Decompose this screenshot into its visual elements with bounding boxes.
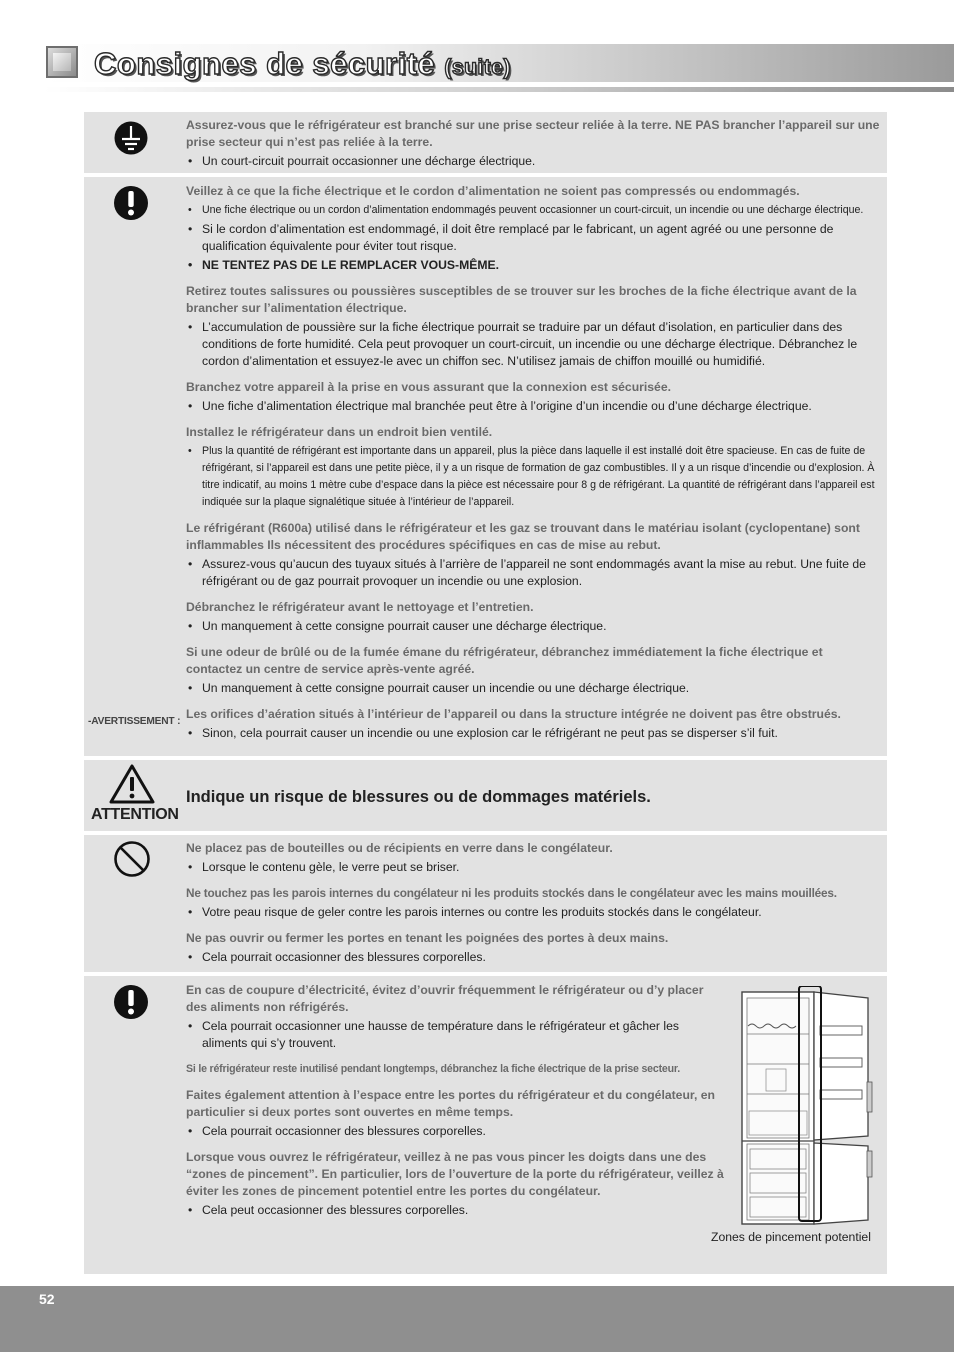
exclamation-icon [112,185,150,221]
prohibit-bullet: • Votre peau risque de geler contre les parois internes ou contre les produits stockés dans le congélateur. [186,904,880,921]
fridge-pinch-zone-illustration [736,986,884,1231]
warning-bullet: • NE TENTEZ PAS DE LE REMPLACER VOUS-MÊME. [186,257,880,274]
section-prohibit [84,835,887,972]
warning-heading-refrigerant: Le réfrigérant (R600a) utilisé dans le réfrigérateur et les gaz se trouvant dans le matériau isolant (cyclopentane) sont inflammables Ils nécessitent des procédures spécifiques en cas de mise au rebut. [186,521,860,552]
warning-bullet: • Une fiche d’alimentation électrique mal branchée peut être à l’origine d’un incendie ou d’une décharge électrique. [186,398,880,415]
header-underline [44,87,954,92]
section-prohibit-content [186,840,880,966]
warning-bullet: • Un manquement à cette consigne pourrait causer une décharge électrique. [186,618,880,635]
caution-heading-pinch: Lorsque vous ouvrez le réfrigérateur, veillez à ne pas vous pincer les doigts dans une des “zones de pincement”. En particulier, lors de l’ouverture de la porte du réfrigérateur, veillez à éviter les zones de pincement potentiel entre les portes du congélateur. [186,1150,724,1198]
caution-bullet: • Cela pourrait occasionner des blessures corporelles. [186,1123,724,1140]
prohibition-icon [112,840,152,878]
figure-caption: Zones de pincement potentiel [711,1230,871,1244]
caution-heading-door-gap: Faites également attention à l’espace entre les portes du réfrigérateur et du congélateur, en particulier si deux portes sont ouvertes en même temps. [186,1088,715,1119]
page-header [0,44,954,96]
attention-label: ATTENTION [91,806,179,823]
prohibit-bullet: • Lorsque le contenu gèle, le verre peut se briser. [186,859,880,876]
ground-heading: Assurez-vous que le réfrigérateur est branché sur une prise secteur reliée à la terre. NE PAS brancher l’appareil sur une prise secteur qui n’est pas reliée à la terre. [186,118,880,149]
warning-heading-plug: Veillez à ce que la fiche électrique et le cordon d’alimentation ne soient pas compressés ou endommagés. [186,184,800,198]
section-ground-content [186,117,880,170]
warning-bullet: • Si le cordon d’alimentation est endommagé, il doit être remplacé par le fabricant, un agent agréé ou une personne de qualification équivalente pour éviter tout risque. [186,221,880,255]
prohibit-heading-handles: Ne pas ouvrir ou fermer les portes en tenant les poignées des portes à deux mains. [186,931,669,945]
warning-heading-unplug: Débranchez le réfrigérateur avant le nettoyage et l’entretien. [186,600,534,614]
warning-triangle-icon [109,763,155,805]
attention-banner [84,760,887,831]
section-ground [84,112,887,173]
ground-bullet: • Un court-circuit pourrait occasionner une décharge électrique. [186,153,880,170]
page-footer [0,1286,954,1352]
section-caution-content [186,982,724,1219]
section-warning-content [186,183,880,742]
avertissement-label: -AVERTISSEMENT : [88,716,181,727]
exclamation-icon [112,984,150,1020]
prohibit-heading-wet-hands: Ne touchez pas les parois internes du congélateur ni les produits stockés dans le congélateur avec les mains mouillées. [186,886,837,900]
page-title-suffix: (suite) [444,56,511,79]
attention-description: Indique un risque de blessures ou de dommages matériels. [186,788,651,806]
warning-heading-vents: Les orifices d’aération situés à l’intérieur de l’appareil ou dans la structure intégrée ne doivent pas être obstrués. [186,707,841,721]
warning-bullet: • L’accumulation de poussière sur la fiche électrique pourrait se traduire par un défaut d’isolation, en particulier dans des conditions de forte humidité. Cela peut provoquer un court-circuit, un incendie ou une décharge électrique. Débranchez le cordon d’alimentation et essuyez-le avec un chiffon sec. N’utilisez jamais de chiffon mouillé ou humidifié. [186,319,880,370]
warning-heading-smoke: Si une odeur de brûlé ou de la fumée émane du réfrigérateur, débranchez immédiatement la fiche électrique et contactez un centre de service après-vente agréé. [186,645,823,676]
warning-heading-ventilation: Installez le réfrigérateur dans un endroit bien ventilé. [186,425,493,439]
page-number: 52 [39,1291,55,1307]
warning-bullet: • Assurez-vous qu’aucun des tuyaux situés à l’arrière de l’appareil ne sont endommagés avant la mise au rebut. Une fuite de réfrigérant ou de gaz pourrait provoquer un incendie ou une explosion. [186,556,880,590]
warning-heading-dust: Retirez toutes salissures ou poussières susceptibles de se trouver sur les broches de la fiche électrique avant de la brancher sur l’alimentation électrique. [186,284,857,315]
ground-symbol-icon [112,120,150,156]
caution-bullet: • Cela pourrait occasionner une hausse de température dans le réfrigérateur et gâcher les aliments qui s’y trouvent. [186,1018,724,1052]
warning-bullet: • Une fiche électrique ou un cordon d’alimentation endommagés peuvent occasionner un court-circuit, un incendie ou une décharge électrique. [186,202,880,219]
section-warning [84,177,887,756]
caution-heading-power-cut: En cas de coupure d’électricité, évitez d’ouvrir fréquemment le réfrigérateur ou d’y placer des aliments non réfrigérés. [186,983,704,1014]
header-square-icon [46,46,78,78]
warning-bullet: • Plus la quantité de réfrigérant est importante dans un appareil, plus la pièce dans laquelle il est installé doit être spacieuse. En cas de fuite de réfrigérant, si l’appareil est dans une petite pièce, il y a un risque de formation de gaz combustibles. Il y a un risque d’incendie ou d’explosion. À titre indicatif, au moins 1 mètre cube d’espace dans la pièce est nécessaire pour 8 g de réfrigérant. La quantité de réfrigérant dans l’appareil est indiquée sur la plaque signalétique située à l’intérieur de l’appareil. [186,443,880,511]
caution-heading-unused: Si le réfrigérateur reste inutilisé pendant longtemps, débranchez la fiche électrique de la prise secteur. [186,1063,680,1075]
warning-heading-connection: Branchez votre appareil à la prise en vous assurant que la connexion est sécurisée. [186,380,671,394]
page-title: Consignes de sécurité (suite) [94,46,511,81]
section-caution [84,976,887,1274]
warning-bullet: • Un manquement à cette consigne pourrait causer un incendie ou une décharge électrique. [186,680,880,697]
caution-bullet: • Cela peut occasionner des blessures corporelles. [186,1202,724,1219]
prohibit-heading-glass: Ne placez pas de bouteilles ou de récipients en verre dans le congélateur. [186,841,613,855]
warning-bullet: • Sinon, cela pourrait causer un incendie ou une explosion car le réfrigérant ne peut pas se disperser s’il fuit. [186,725,880,742]
prohibit-bullet: • Cela pourrait occasionner des blessures corporelles. [186,949,880,966]
